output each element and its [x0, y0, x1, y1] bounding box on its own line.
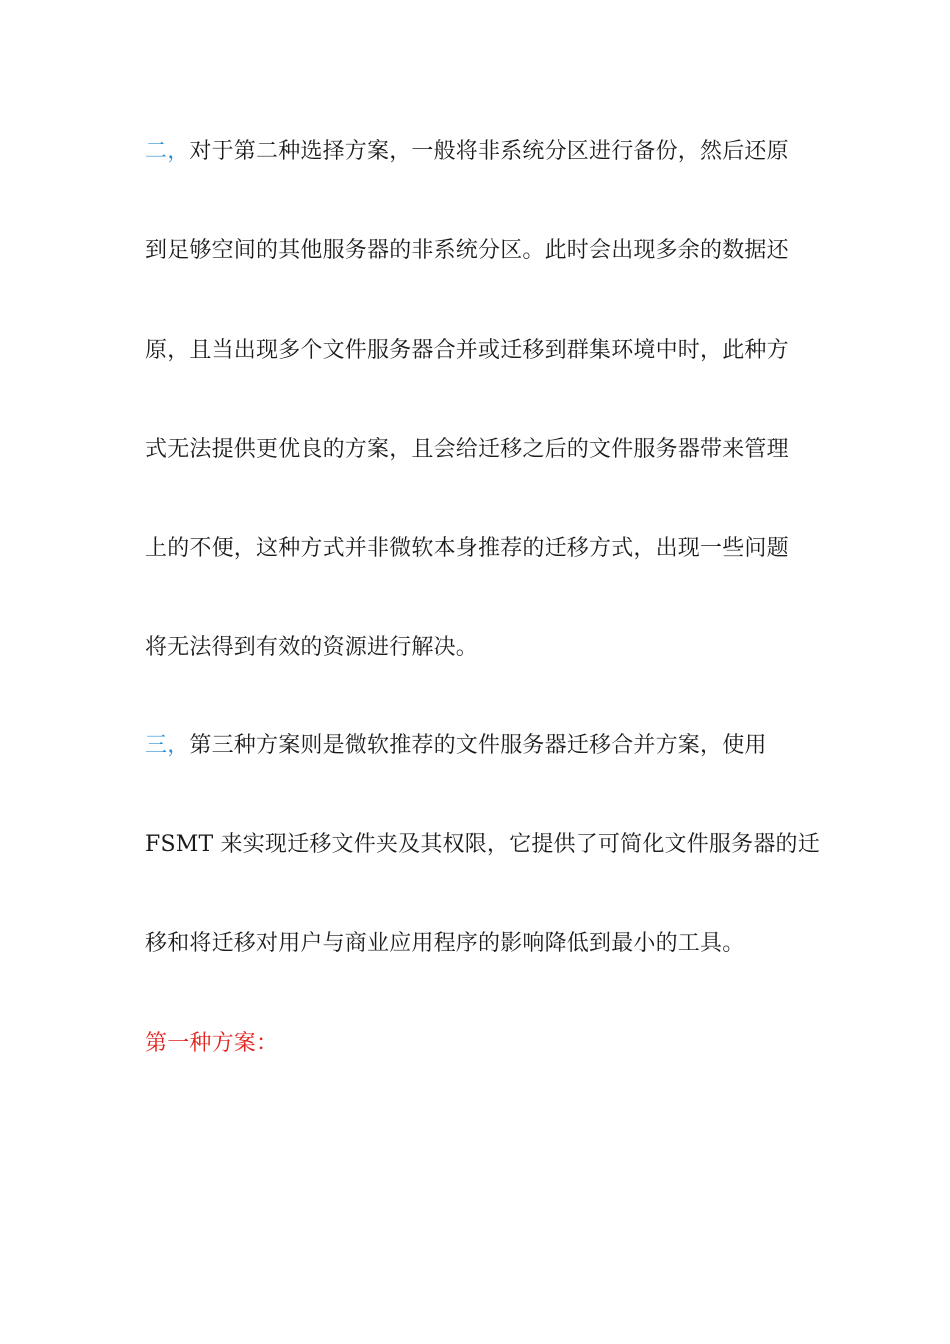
paragraph-2-line-2: 到足够空间的其他服务器的非系统分区。此时会出现多余的数据还: [145, 238, 789, 263]
paragraph-2-text-1: 对于第二种选择方案，一般将非系统分区进行备份，然后还原: [189, 139, 789, 164]
paragraph-2-line-5: 上的不便，这种方式并非微软本身推荐的迁移方式，出现一些问题: [145, 536, 789, 561]
paragraph-2-line-3: 原，且当出现多个文件服务器合并或迁移到群集环境中时，此种方: [145, 338, 789, 363]
paragraph-3-line-2: FSMT 来实现迁移文件夹及其权限，它提供了可简化文件服务器的迁: [145, 832, 820, 857]
paragraph-3-marker: 三，: [145, 733, 190, 758]
section-heading-first-plan: 第一种方案：: [145, 1031, 279, 1056]
paragraph-3-line-1: [145, 731, 825, 761]
paragraph-2-line-1: [145, 137, 825, 167]
paragraph-3-text-1: 第三种方案则是微软推荐的文件服务器迁移合并方案，使用: [189, 733, 767, 758]
paragraph-2-line-4: 式无法提供更优良的方案，且会给迁移之后的文件服务器带来管理: [145, 437, 789, 462]
paragraph-3-line-3: 移和将迁移对用户与商业应用程序的影响降低到最小的工具。: [145, 931, 745, 956]
paragraph-2-line-6: 将无法得到有效的资源进行解决。: [145, 635, 479, 660]
paragraph-2-marker: 二，: [145, 139, 190, 164]
